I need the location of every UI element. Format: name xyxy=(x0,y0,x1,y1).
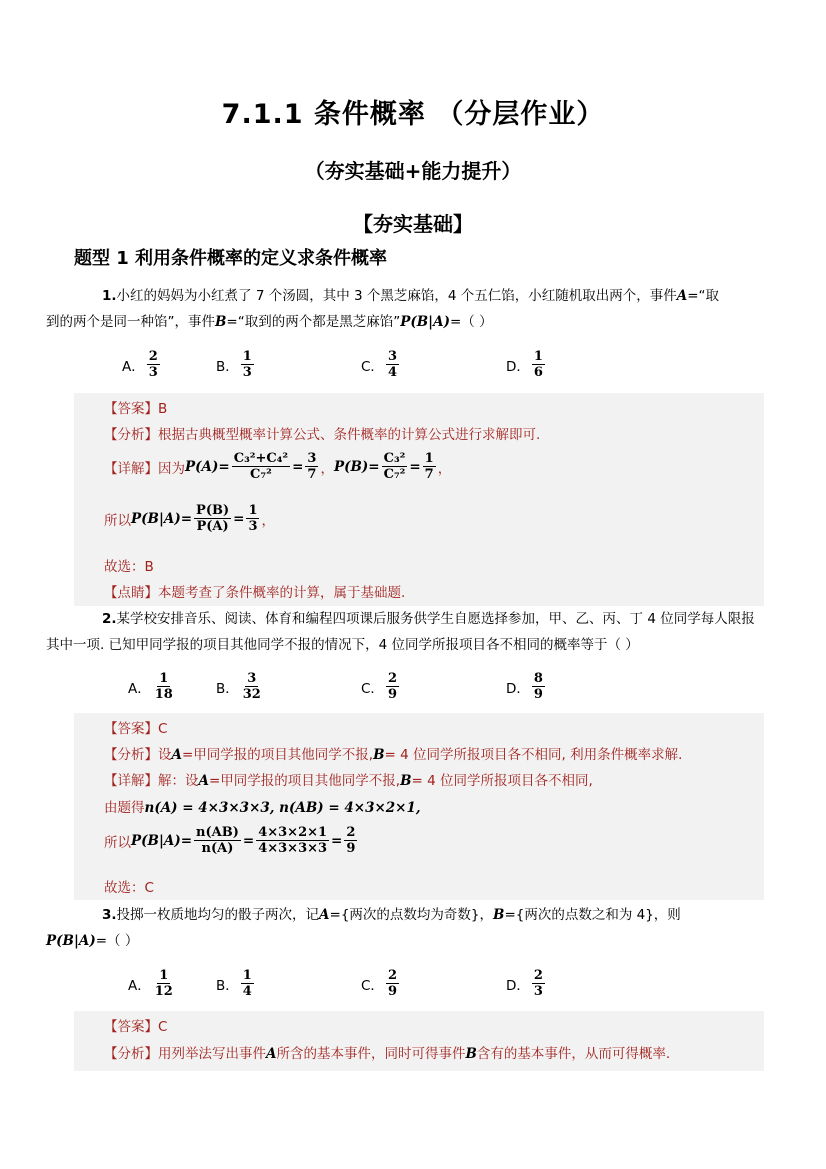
detail-line: 【详解】 因为 P(A)= $\frac{\text{C₃²+C₄²}}{\text{C₇²}}$ = $\frac{3}{7}$ ， P(B)= $\frac{\text{C₃²}}{\text{C₇²}}$ = $\frac{1}{7}$ ， xyxy=(104,451,452,482)
answer-line: 【答案】C xyxy=(104,721,168,737)
analysis-line: 【分析】用列举法写出事件A所含的基本事件，同时可得事件B含有的基本事件，从而可得概率. xyxy=(104,1046,671,1062)
option-b[interactable]: B． $\frac{1}{4}$ xyxy=(216,968,252,999)
option-d[interactable]: D． $\frac{2}{3}$ xyxy=(506,968,543,999)
choose-line: 故选：B xyxy=(104,559,154,575)
option-b[interactable]: B． $\frac{1}{3}$ xyxy=(216,349,252,380)
given-line: 由题得n(A) = 4×3×3×3, n(AB) = 4×3×2×1, xyxy=(104,800,421,816)
page-title: 7.1.1 条件概率 （分层作业） xyxy=(221,99,605,130)
option-b[interactable]: B． $\frac{3}{32}$ xyxy=(216,671,261,702)
answer-box-q3 xyxy=(74,1011,764,1071)
answer-line: 【答案】B xyxy=(104,401,168,417)
option-d[interactable]: D． $\frac{8}{9}$ xyxy=(506,671,543,702)
option-c[interactable]: C． $\frac{2}{9}$ xyxy=(361,671,397,702)
answer-box-q1 xyxy=(74,393,764,606)
answer-box-q2 xyxy=(74,713,764,900)
choose-line: 故选：C xyxy=(104,880,154,896)
analysis-line: 【分析】根据古典概型概率计算公式、条件概率的计算公式进行求解即可. xyxy=(104,427,541,443)
option-a[interactable]: A． $\frac{1}{12}$ xyxy=(128,968,173,999)
option-a[interactable]: A． $\frac{2}{3}$ xyxy=(122,349,158,380)
detail-line: 【详解】解：设A=甲同学报的项目其他同学不报,B= 4 位同学所报项目各不相同, xyxy=(104,773,593,789)
option-d[interactable]: D． $\frac{1}{6}$ xyxy=(506,349,543,380)
page-subtitle: （夯实基础+能力提升） xyxy=(304,159,522,183)
question-3: 3.投掷一枚质地均匀的骰子两次，记A={两次的点数均为奇数}，B={两次的点数之和为 4}，则 P(B|A)=（ ） xyxy=(46,907,681,949)
answer-line: 【答案】C xyxy=(104,1019,168,1035)
question-1: 1.小红的妈妈为小红煮了 7 个汤圆，其中 3 个黑芝麻馅，4 个五仁馅，小红随机取出两个，事件A=“取 到的两个是同一种馅”，事件B=“取到的两个都是黑芝麻馅”P(B|A)=（ ） xyxy=(46,288,720,330)
section-title: 【夯实基础】 xyxy=(353,212,473,236)
option-a[interactable]: A． $\frac{1}{18}$ xyxy=(128,671,173,702)
question-2: 2.某学校安排音乐、阅读、体育和编程四项课后服务供学生自愿选择参加，甲、乙、丙、丁 4 位同学每人限报 其中一项. 已知甲同学报的项目其他同学不报的情况下，4 位同学所报项目各不相同的概率等于（ ） xyxy=(46,611,755,653)
option-c[interactable]: C． $\frac{2}{9}$ xyxy=(361,968,397,999)
analysis-line: 【分析】设A=甲同学报的项目其他同学不报,B= 4 位同学所报项目各不相同, 利用条件概率求解. xyxy=(104,747,683,763)
so-line: 所以 P(B|A)= $\frac{P(B)}{P(A)}$ = $\frac{1}{3}$ ， xyxy=(104,503,275,534)
question-type-heading: 题型 1 利用条件概率的定义求条件概率 xyxy=(74,248,388,269)
comment-line: 【点睛】本题考查了条件概率的计算，属于基础题. xyxy=(104,585,406,601)
question-number: 1. xyxy=(102,288,117,304)
option-c[interactable]: C． $\frac{3}{4}$ xyxy=(361,349,397,380)
so-line: 所以 P(B|A)= $\frac{n(AB)}{n(A)}$ = $\frac{4\times 3\times 2\times 1}{4\times 3\times 3\times 3}$ = $\frac{2}{9}$ xyxy=(104,825,356,856)
